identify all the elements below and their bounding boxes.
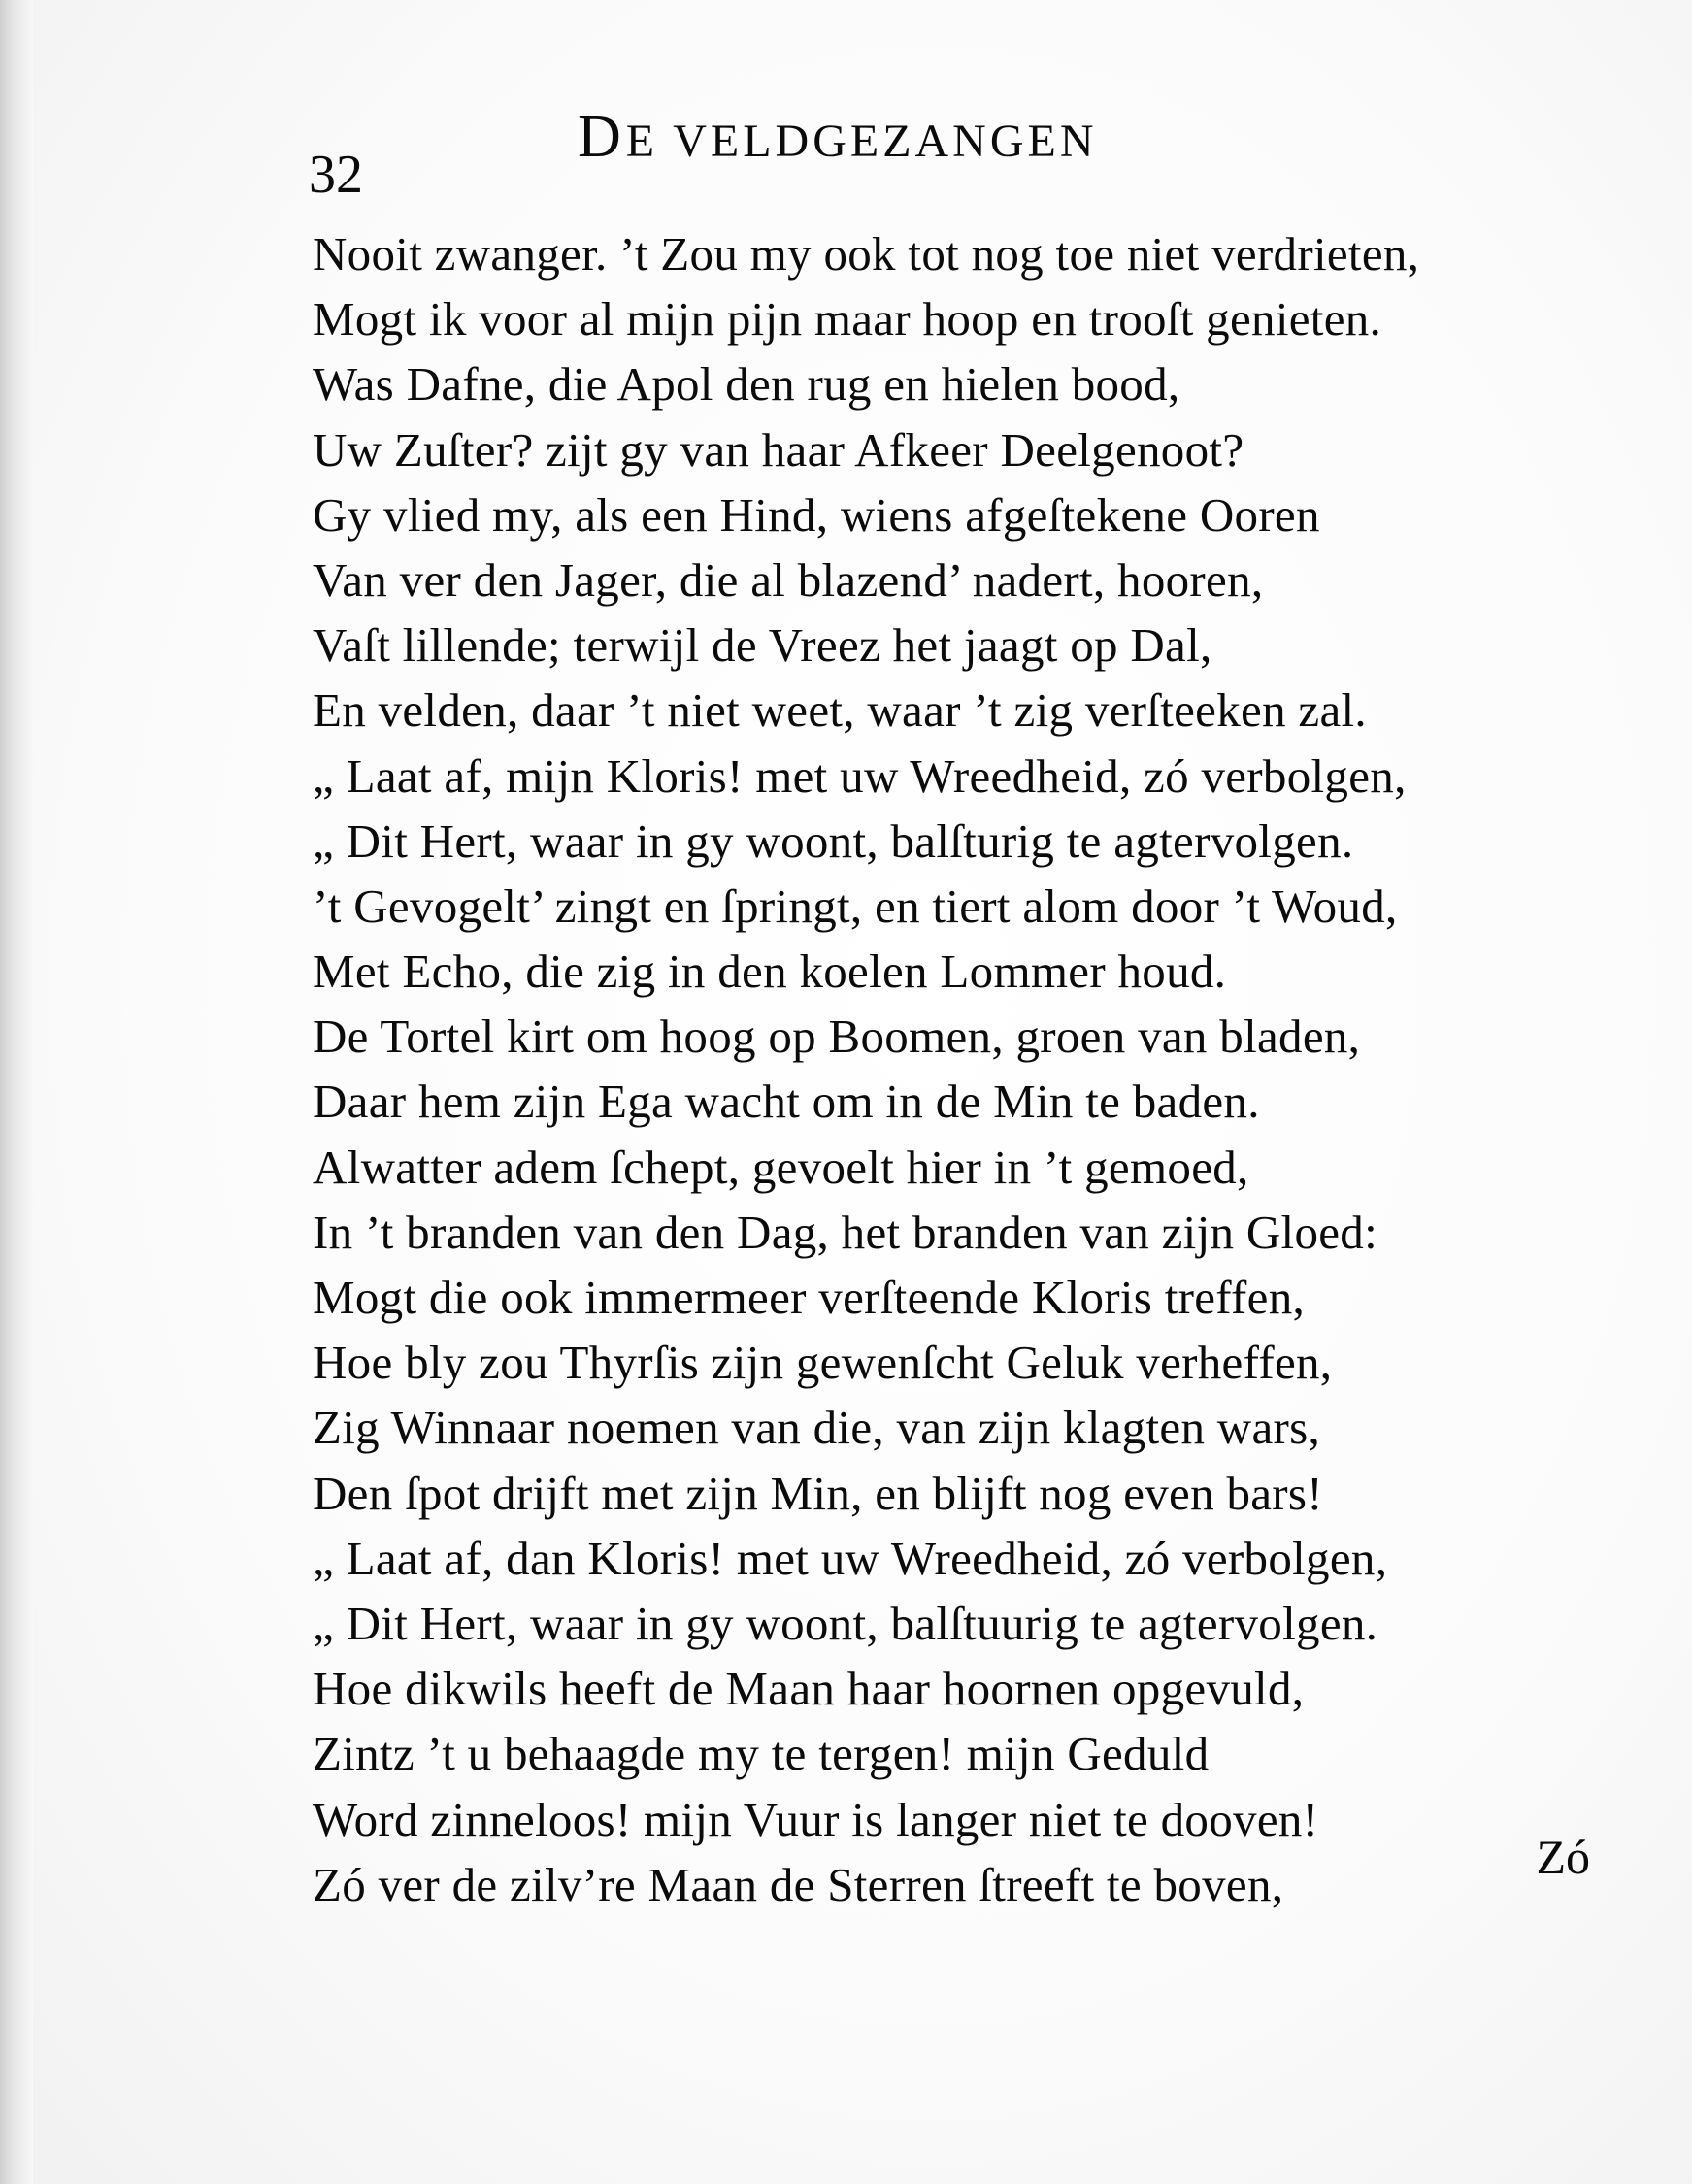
verse-line: „ Dit Hert, waar in gy woont, balſtuurig te agtervolgen. xyxy=(313,1596,1378,1650)
verse-line: De Tortel kirt om hoog op Boomen, groen van bladen, xyxy=(313,1009,1361,1064)
catchword: Zó xyxy=(1536,1830,1590,1884)
verse-line: Mogt ik voor al mijn pijn maar hoop en trooſt genieten. xyxy=(313,292,1382,347)
verse-block xyxy=(313,221,1575,1917)
verse-line: Hoe dikwils heeft de Maan haar hoornen opgevuld, xyxy=(313,1662,1305,1716)
verse-line: ’t Gevogelt’ zingt en ſpringt, en tiert alom door ’t Woud, xyxy=(313,878,1398,933)
verse-line: Daar hem zijn Ega wacht om in de Min te baden. xyxy=(313,1075,1260,1129)
verse-line: Met Echo, die zig in den koelen Lommer houd. xyxy=(313,944,1227,999)
verse-line: Nooit zwanger. ’t Zou my ook tot nog toe niet verdrieten, xyxy=(313,227,1420,281)
verse-line: Gy vlied my, als een Hind, wiens afgeſtekene Ooren xyxy=(313,487,1320,542)
verse-line: Alwatter adem ſchept, gevoelt hier in ’t gemoed, xyxy=(313,1140,1249,1194)
verse-line: Hoe bly zou Thyrſis zijn gewenſcht Geluk verheffen, xyxy=(313,1336,1333,1390)
verse-line: Zó ver de zilv’re Maan de Sterren ſtreeft te boven, xyxy=(313,1857,1284,1911)
verse-line: Den ſpot drijft met zijn Min, en blijft nog even bars! xyxy=(313,1466,1323,1520)
page-number: 32 xyxy=(309,145,363,205)
verse-line: Vaſt lillende; terwijl de Vreez het jaagt op Dal, xyxy=(313,618,1212,673)
running-head xyxy=(578,104,1098,170)
verse-line: In ’t branden van den Dag, het branden van zijn Gloed: xyxy=(313,1205,1378,1259)
page-gutter-shadow xyxy=(0,0,33,2184)
verse-line: Mogt die ook immermeer verſteende Kloris treffen, xyxy=(313,1271,1306,1324)
verse-line: Uw Zuſter? zijt gy van haar Afkeer Deelgenoot? xyxy=(313,422,1244,477)
verse-line: Word zinneloos! mijn Vuur is langer niet te dooven! xyxy=(313,1792,1319,1846)
verse-line: Was Dafne, die Apol den rug en hielen bood, xyxy=(313,357,1180,412)
running-head-initial: D xyxy=(578,104,626,170)
verse-line: Zig Winnaar noemen van die, van zijn klagten wars, xyxy=(313,1401,1321,1455)
running-head-title: E VELDGEZANGEN xyxy=(625,116,1098,167)
verse-line: „ Dit Hert, waar in gy woont, balſturig te agtervolgen. xyxy=(313,813,1354,868)
verse-line: En velden, daar ’t niet weet, waar ’t zig verſteeken zal. xyxy=(313,683,1367,738)
verse-line: Zintz ’t u behaagde my te tergen! mijn Geduld xyxy=(313,1727,1210,1781)
verse-line: Van ver den Jager, die al blazend’ nadert, hooren, xyxy=(313,552,1264,607)
verse-line: „ Laat af, dan Kloris! met uw Wreedheid, zó verbolgen, xyxy=(313,1531,1388,1585)
verse-line: „ Laat af, mijn Kloris! met uw Wreedheid, zó verbolgen, xyxy=(313,748,1407,803)
